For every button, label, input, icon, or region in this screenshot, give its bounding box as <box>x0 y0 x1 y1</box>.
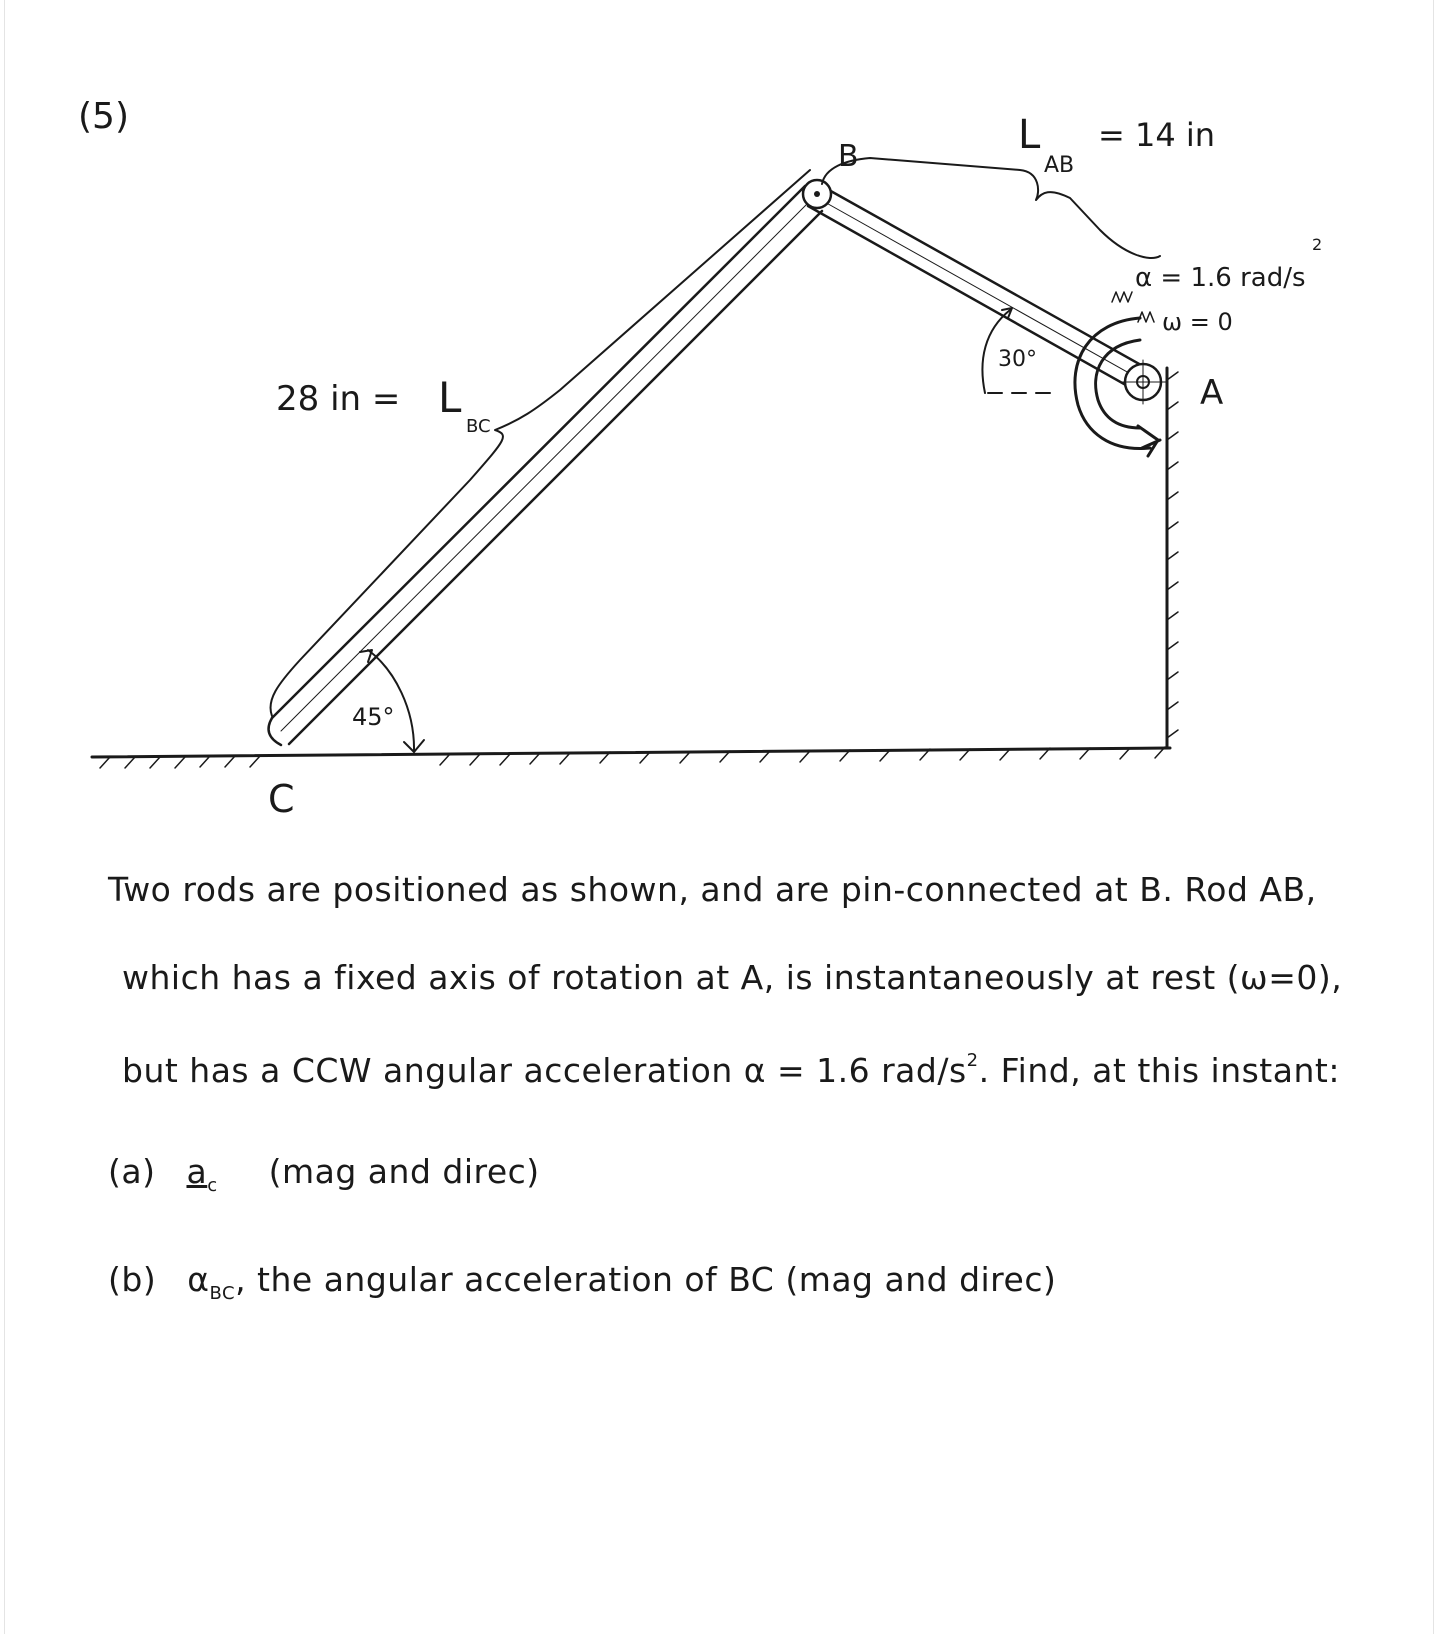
part-a-subscript: c <box>207 1175 218 1196</box>
label-point-b: B <box>838 139 859 174</box>
angle-45-label: 45° <box>352 703 395 731</box>
alpha-label: α = 1.6 rad/s <box>1135 263 1306 293</box>
lbc-value: 28 in = <box>276 379 401 419</box>
problem-line-3-end: . Find, at this instant: <box>978 1051 1340 1090</box>
lab-symbol: L <box>1018 112 1041 158</box>
angle-45 <box>360 650 424 752</box>
problem-line-3-exponent: 2 <box>966 1050 979 1071</box>
problem-number: (5) <box>78 96 129 137</box>
lab-value: = 14 in <box>1098 116 1216 154</box>
lbc-symbol: L <box>438 373 462 422</box>
problem-line-1: Two rods are positioned as shown, and are pin-connected at B. Rod AB, <box>108 870 1317 909</box>
part-b <box>108 1260 1056 1304</box>
pin-a <box>1120 360 1166 404</box>
pin-b <box>803 180 831 208</box>
wall-hatching <box>1167 372 1178 738</box>
part-b-text: , the angular acceleration of BC (mag and direc) <box>235 1260 1057 1299</box>
part-a <box>108 1152 540 1196</box>
part-b-subscript: BC <box>209 1283 236 1304</box>
part-a-text: (mag and direc) <box>268 1152 540 1191</box>
rod-bc <box>269 186 822 745</box>
part-a-symbol: a <box>186 1152 208 1191</box>
lab-subscript: AB <box>1044 153 1075 178</box>
alpha-exponent: 2 <box>1312 235 1323 254</box>
part-b-label: (b) <box>108 1260 157 1299</box>
brace-lbc <box>270 170 810 716</box>
problem-line-3 <box>122 1050 1340 1090</box>
problem-line-3-text: but has a CCW angular acceleration α = 1.6 rad/s <box>122 1051 967 1090</box>
problem-line-2: which has a fixed axis of rotation at A, is instantaneously at rest (ω=0), <box>122 958 1343 997</box>
lbc-subscript: BC <box>466 416 491 437</box>
omega-label: ω = 0 <box>1162 308 1233 336</box>
rod-ab <box>808 185 1150 393</box>
label-point-c: C <box>268 777 295 820</box>
part-b-symbol: α <box>187 1260 210 1299</box>
part-a-label: (a) <box>108 1152 156 1191</box>
label-point-a: A <box>1200 373 1224 413</box>
ground-line <box>92 748 1170 757</box>
angle-30-label: 30° <box>998 347 1037 372</box>
